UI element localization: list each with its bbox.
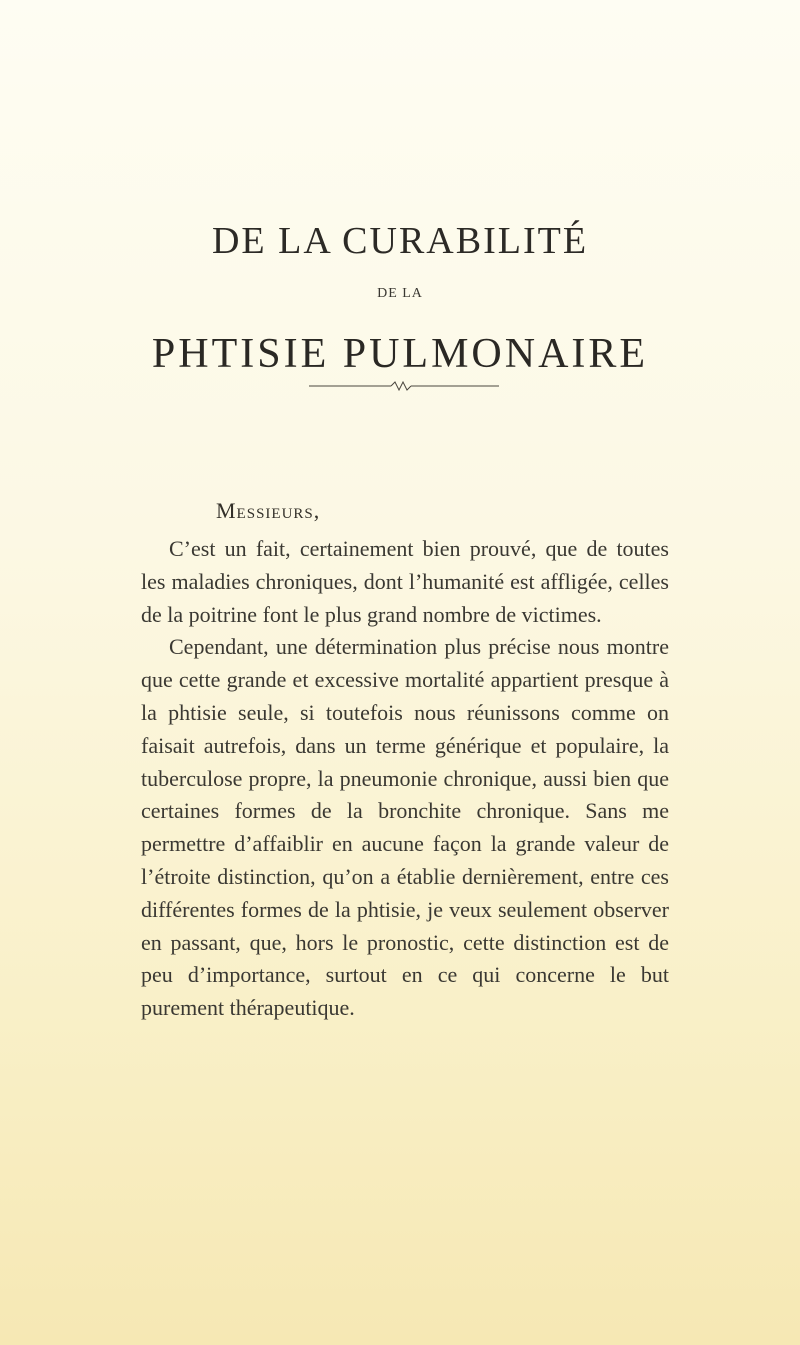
ornamental-rule-icon	[309, 376, 499, 396]
paragraph-2: Cependant, une détermination plus précise nous montre que cette grande et excessive mortalité appartient presque à la phtisie seule, si toutefois nous réunissons comme on faisait autrefois, dans un terme générique et populaire, la tuberculose propre, la pneumonie chronique, aussi bien que certaines formes de la bronchite chronique. Sans me permettre d’affaiblir en aucune façon la grande valeur de l’étroite distinction, qu’on a établie dernièrement, entre ces différentes formes de la phtisie, je veux seulement observer en passant, que, hors le pronostic, cette distinction est de peu d’importance, surtout en ce qui concerne le but purement thérapeutique.	[141, 634, 669, 1021]
paragraph-1: C’est un fait, certainement bien prouvé, que de toutes les maladies chroniques, dont l’humanité est affligée, celles de la poitrine font le plus grand nombre de victimes.	[141, 536, 669, 627]
body-text	[141, 533, 669, 1025]
title-line-2: DE LA	[377, 286, 423, 301]
salutation: Messieurs,	[216, 498, 321, 523]
title-line-1: DE LA CURABILITÉ	[211, 220, 589, 262]
title-line-3: PHTISIE PULMONAIRE	[151, 331, 649, 377]
